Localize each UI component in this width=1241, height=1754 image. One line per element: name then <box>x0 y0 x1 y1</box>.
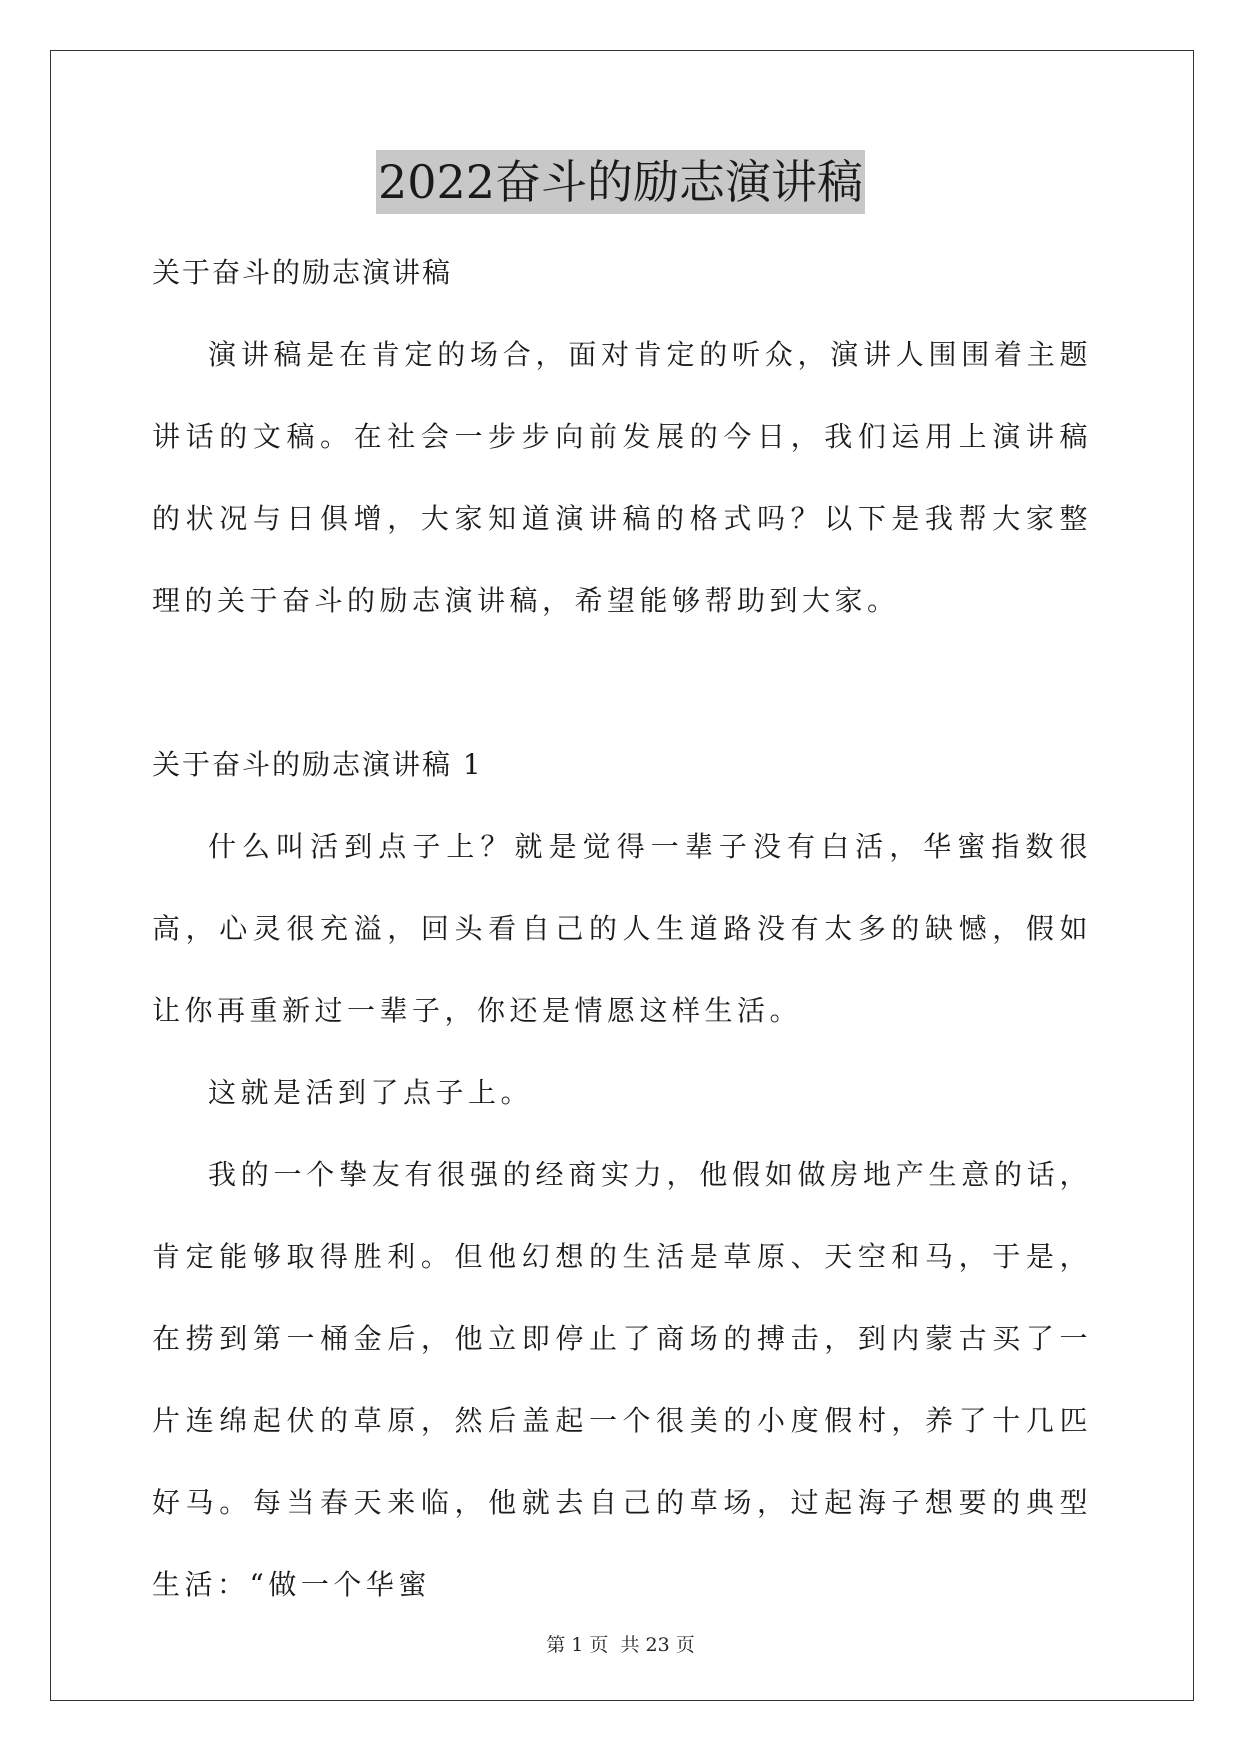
body-paragraph-1: 什么叫活到点子上？就是觉得一辈子没有白活，华蜜指数很高，心灵很充溢，回头看自己的人生道路没有太多的缺憾，假如让你再重新过一辈子，你还是情愿这样生活。 <box>152 830 1092 1027</box>
body-paragraph-2: 这就是活到了点子上。 <box>208 1076 534 1109</box>
section-spacer <box>152 642 1092 724</box>
section-heading: 关于奋斗的励志演讲稿 1 <box>152 748 483 781</box>
document-subtitle: 关于奋斗的励志演讲稿 <box>152 256 453 289</box>
total-pages: 共 23 页 <box>620 1634 695 1656</box>
title-container <box>0 150 1241 214</box>
page-number: 第 1 页 <box>546 1634 609 1656</box>
document-body <box>152 232 1092 1626</box>
page-footer <box>0 1630 1241 1657</box>
intro-paragraph: 演讲稿是在肯定的场合，面对肯定的听众，演讲人围围着主题讲话的文稿。在社会一步步向前发展的今日，我们运用上演讲稿的状况与日俱增，大家知道演讲稿的格式吗？以下是我帮大家整理的关于奋斗的励志演讲稿，希望能够帮助到大家。 <box>152 338 1092 617</box>
document-title: 2022奋斗的励志演讲稿 <box>376 150 865 214</box>
body-paragraph-3: 我的一个挚友有很强的经商实力，他假如做房地产生意的话，肯定能够取得胜利。但他幻想的生活是草原、天空和马，于是，在捞到第一桶金后，他立即停止了商场的搏击，到内蒙古买了一片连绵起伏的草原，然后盖起一个很美的小度假村，养了十几匹好马。每当春天来临，他就去自己的草场，过起海子想要的典型生活：“做一个华蜜 <box>152 1158 1092 1601</box>
